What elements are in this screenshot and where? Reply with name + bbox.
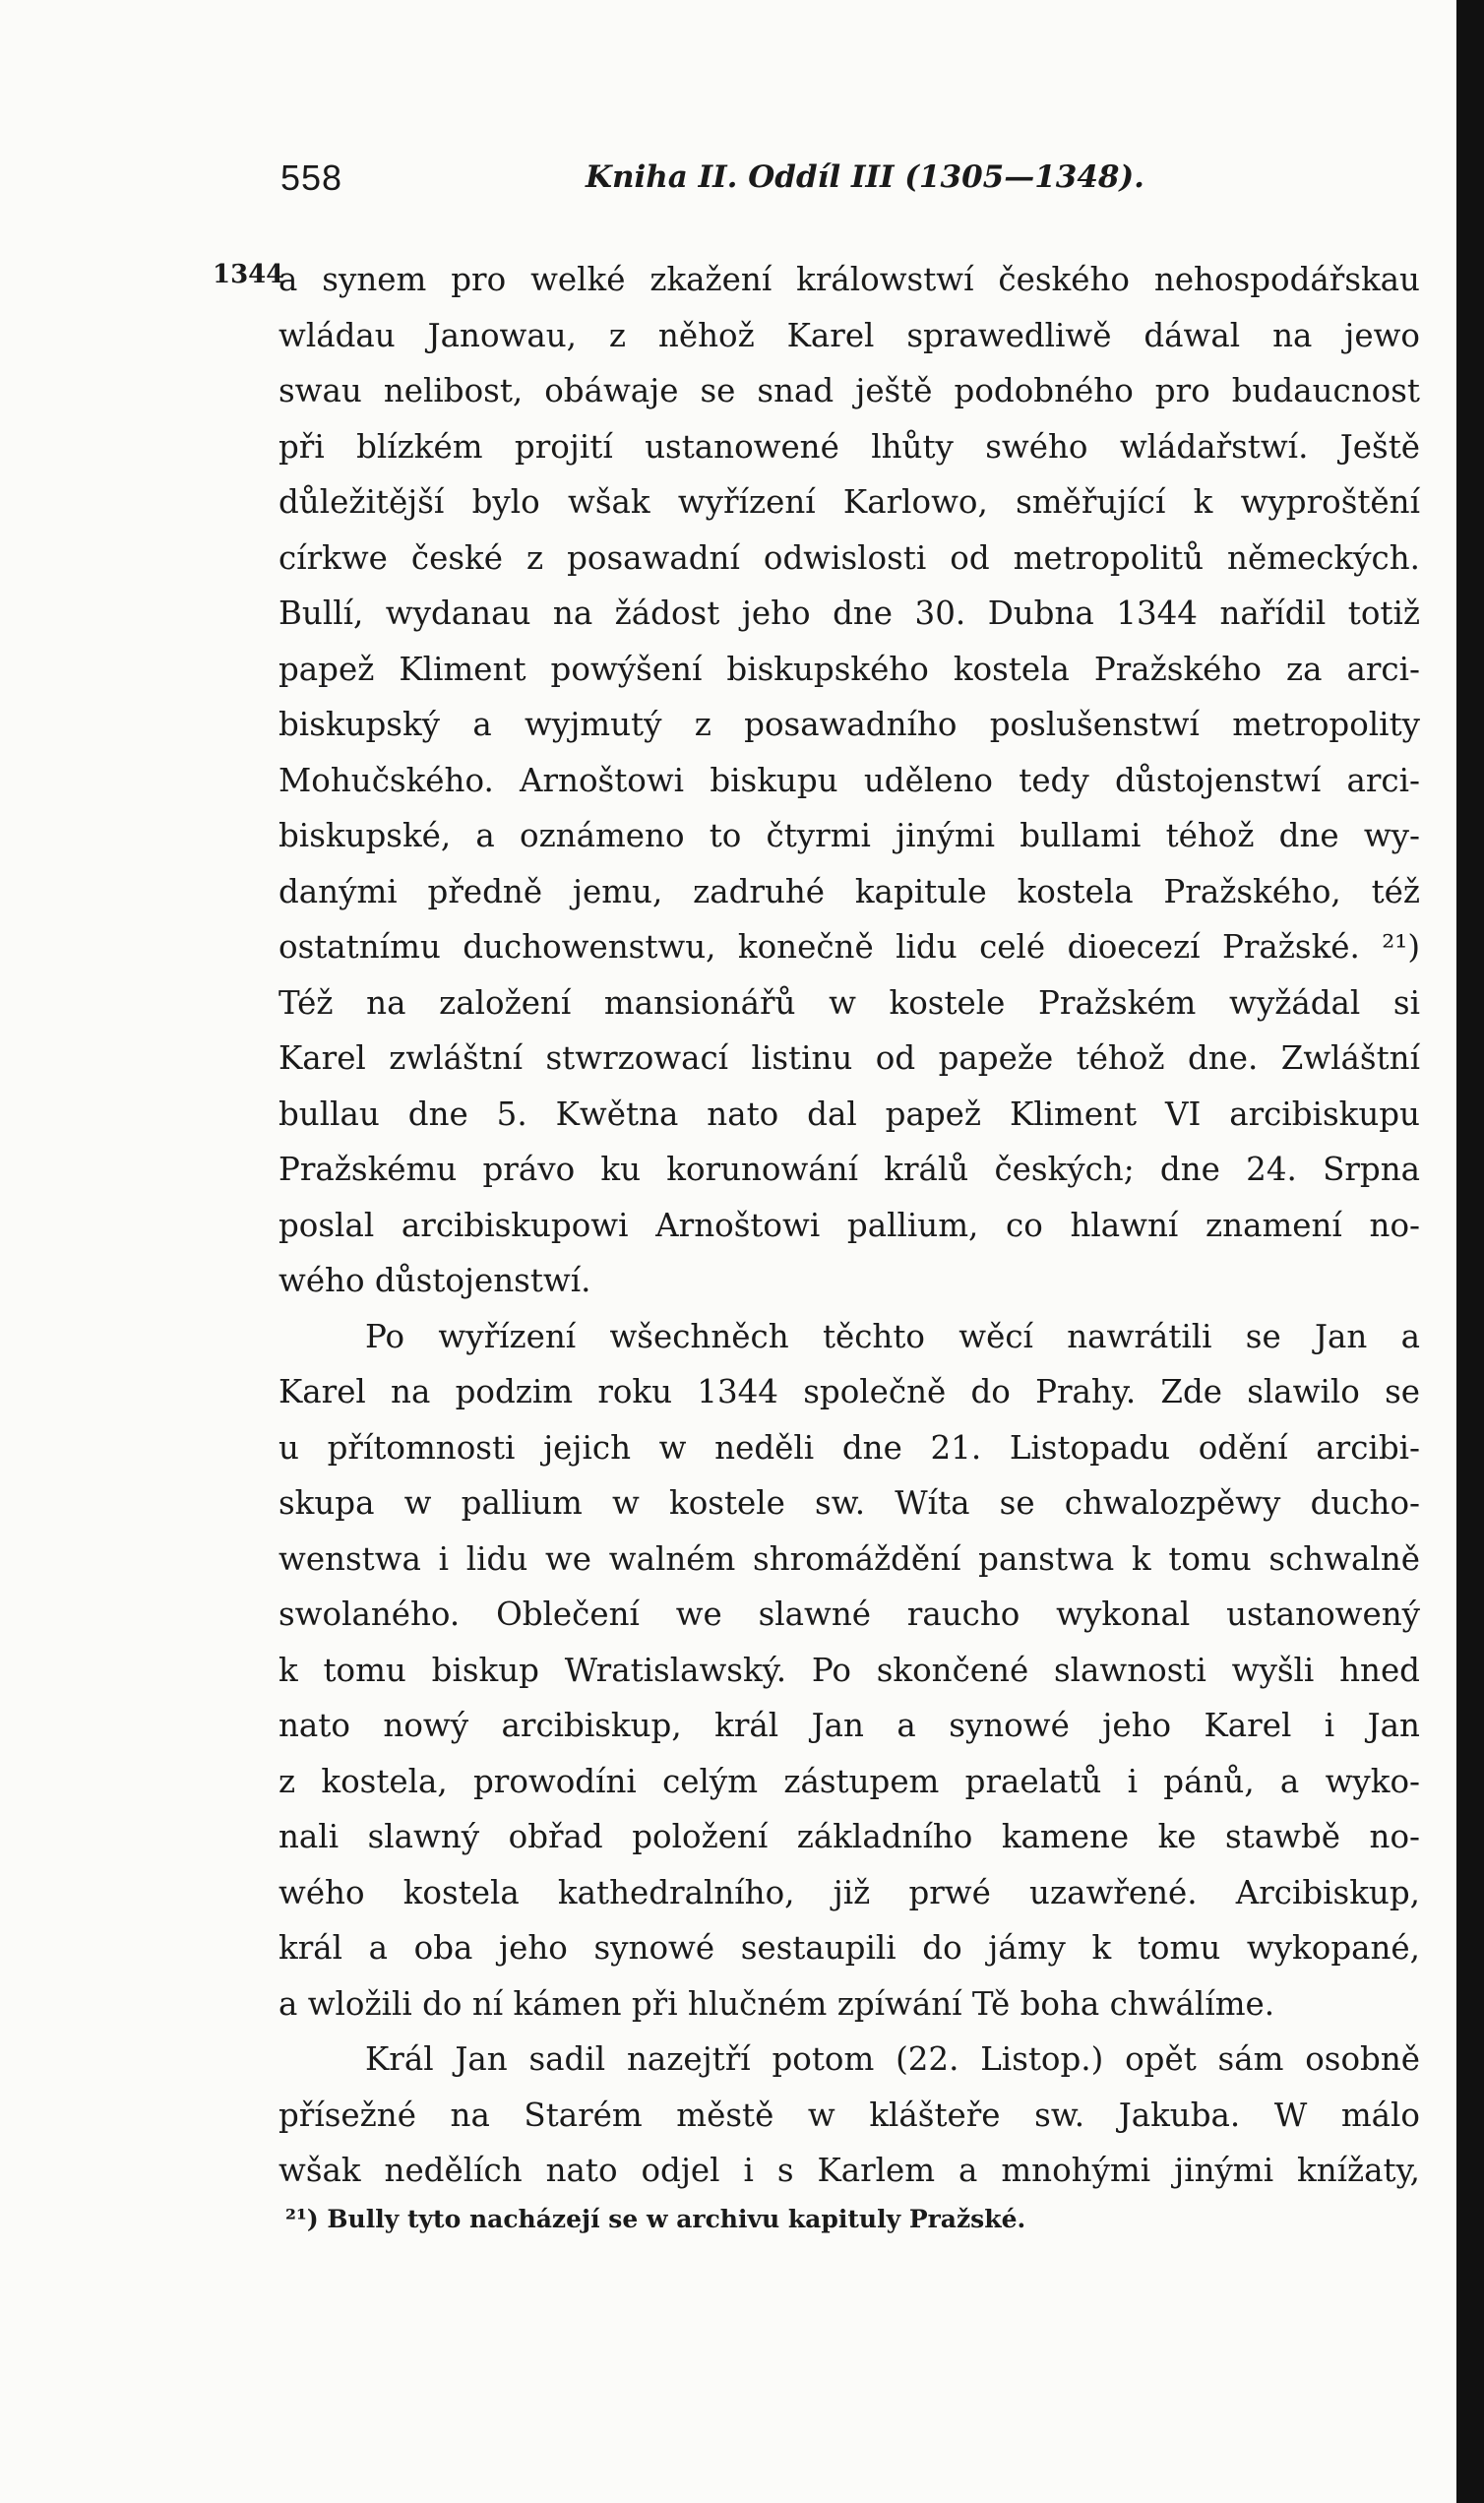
text-line: bullau dne 5. Kwětna nato dal papež Kliment VI arcibiskupu <box>278 1095 1420 1133</box>
text-line: Karel na podzim roku 1344 společně do Prahy. Zde slawilo se <box>278 1373 1420 1410</box>
text-line: a synem pro welké zkažení králowstwí českého nehospodářskau <box>278 261 1420 298</box>
text-line: biskupské, a oznámeno to čtyrmi jinými bullami téhož dne wy- <box>278 817 1420 854</box>
text-line: ostatnímu duchowenstwu, konečně lidu celé dioecezí Pražské. ²¹) <box>278 928 1420 966</box>
text-line: u přítomnosti jejich w neděli dne 21. Listopadu odění arcibi- <box>278 1428 1420 1467</box>
text-line: Král Jan sadil nazejtří potom (22. Listop.) opět sám osobně <box>365 2040 1420 2078</box>
text-line: nali slawný obřad položení základního kamene ke stawbě no- <box>278 1818 1420 1855</box>
running-title: Kniha II. Oddíl III (1305—1348). <box>586 159 1144 195</box>
text-line: při blízkém projití ustanowené lhůty swého wládařstwí. Ještě <box>278 427 1420 466</box>
text-line: danými předně jemu, zadruhé kapitule kostela Pražského, též <box>278 872 1420 910</box>
text-line: Též na založení mansionářů w kostele Pražském wyžádal si <box>278 983 1420 1022</box>
text-line: biskupský a wyjmutý z posawadního poslušenstwí metropolity <box>278 706 1420 743</box>
running-head <box>280 157 1156 207</box>
footnote: ²¹) Bully tyto nacházejí se w archivu kapituly Pražské. <box>285 2205 1026 2233</box>
text-line: Mohučského. Arnoštowi biskupu uděleno tedy důstojenstwí arci- <box>278 761 1420 799</box>
text-line: církwe české z posawadní odwislosti od metropolitů německých. <box>278 538 1420 577</box>
text-line: důležitější bylo wšak wyřízení Karlowo, směřující k wyproštění <box>278 483 1420 521</box>
text-line: swolaného. Oblečení we slawné raucho wykonal ustanowený <box>278 1596 1420 1633</box>
text-line: Po wyřízení wšechněch těchto wěcí nawrátili se Jan a <box>365 1317 1420 1355</box>
text-line: papež Kliment powýšení biskupského kostela Pražského za arci- <box>278 650 1420 688</box>
text-line: wenstwa i lidu we walném shromáždění panstwa k tomu schwalně <box>278 1539 1420 1578</box>
text-line: Bullí, wydanau na žádost jeho dne 30. Dubna 1344 nařídil totiž <box>278 594 1420 632</box>
text-line: wšak nedělích nato odjel i s Karlem a mnohými jinými knížaty, <box>278 2152 1420 2189</box>
body-text <box>278 252 1420 2199</box>
page-number: 558 <box>280 157 343 198</box>
margin-year: 1344 <box>213 260 284 289</box>
text-line: wládau Janowau, z něhož Karel sprawedliwě dáwal na jewo <box>278 316 1420 354</box>
text-line: wého kostela kathedralního, již prwé uzawřené. Arcibiskup, <box>278 1873 1420 1911</box>
text-line: král a oba jeho synowé sestaupili do jámy k tomu wykopané, <box>278 1929 1420 1967</box>
text-line: swau nelibost, obáwaje se snad ještě podobného pro budaucnost <box>278 372 1420 409</box>
text-line: wého důstojenstwí. <box>278 1262 591 1299</box>
text-line: k tomu biskup Wratislawský. Po skončené slawnosti wyšli hned <box>278 1651 1420 1689</box>
scan-edge <box>1456 0 1484 2503</box>
text-line: Karel zwláštní stwrzowací listinu od papeže téhož dne. Zwláštní <box>278 1039 1420 1077</box>
text-line: a wložili do ní kámen při hlučném zpíwání Tě boha chwálíme. <box>278 1984 1275 2023</box>
text-line: poslal arcibiskupowi Arnoštowi pallium, co hlawní znamení no- <box>278 1206 1420 1244</box>
text-line: Pražskému právo ku korunowání králů českých; dne 24. Srpna <box>278 1151 1420 1188</box>
text-line: nato nowý arcibiskup, král Jan a synowé jeho Karel i Jan <box>278 1707 1420 1744</box>
text-line: přísežné na Starém městě w klášteře sw. Jakuba. W málo <box>278 2096 1420 2134</box>
text-line: z kostela, prowodíni celým zástupem praelatů i pánů, a wyko- <box>278 1762 1420 1800</box>
text-line: skupa w pallium w kostele sw. Wíta se chwalozpěwy ducho- <box>278 1484 1420 1522</box>
